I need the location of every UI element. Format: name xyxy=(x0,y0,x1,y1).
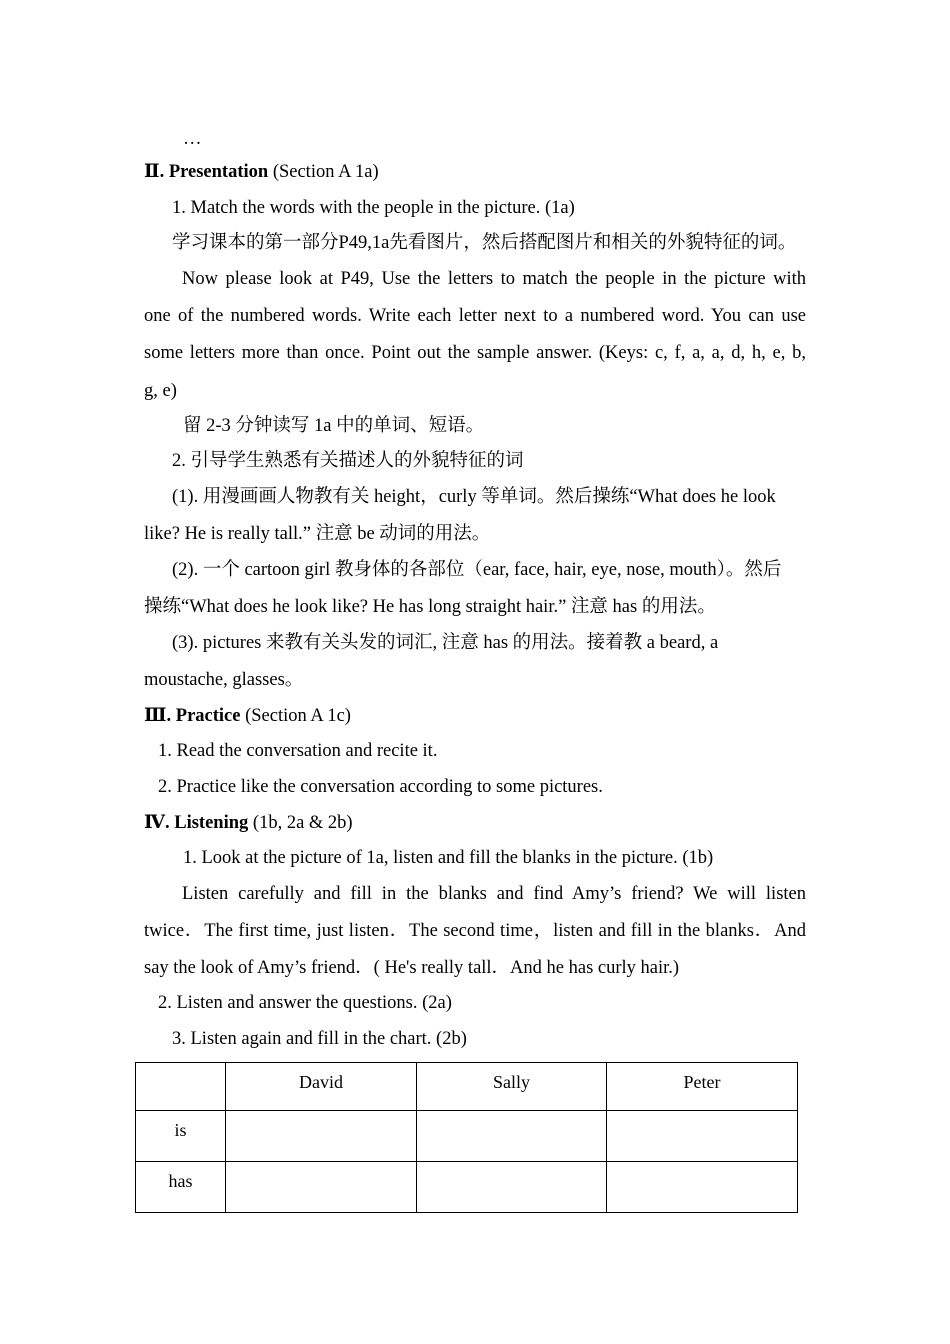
section-4-numeral: Ⅳ. xyxy=(144,813,170,833)
section-2-sub-3-line-1: (3). pictures 来教有关头发的词汇, 注意 has 的用法。接着教 a beard, a xyxy=(172,633,719,653)
section-2-numeral: Ⅱ. xyxy=(144,162,165,182)
listening-chart-table xyxy=(135,1062,798,1213)
section-3-item-2: 2. Practice like the conversation according to some pictures. xyxy=(158,777,603,797)
section-2-sub-2-line-2: 操练“What does he look like? He has long straight hair.” 注意 has 的用法。 xyxy=(144,597,716,617)
section-4-paragraph-line-3: say the look of Amy’s friend．( He's really tall．And he has curly hair.) xyxy=(144,958,680,978)
section-3-numeral: Ⅲ. xyxy=(144,706,172,726)
table-header-cell: Sally xyxy=(417,1063,607,1111)
table-cell[interactable] xyxy=(607,1111,798,1162)
section-3-note: (Section A 1c) xyxy=(245,706,351,726)
section-2-item-1: 1. Match the words with the people in the picture. (1a) xyxy=(172,198,575,218)
section-3-item-1: 1. Read the conversation and recite it. xyxy=(158,741,438,761)
section-2-sub-3-line-2: moustache, glasses。 xyxy=(144,670,304,690)
table-cell[interactable] xyxy=(417,1162,607,1213)
section-2-paragraph-line-3: some letters more than once. Point out the sample answer. (Keys: c, f, a, a, d, h, e, b, xyxy=(144,343,806,363)
section-2-heading xyxy=(144,161,379,183)
section-2-title: Presentation xyxy=(168,162,269,182)
section-4-item-2: 2. Listen and answer the questions. (2a) xyxy=(158,993,452,1013)
section-2-cn-instruction: 学习课本的第一部分P49,1a先看图片，然后搭配图片和相关的外貌特征的词。 xyxy=(172,233,797,253)
section-2-cn-reading: 留 2-3 分钟读写 1a 中的单词、短语。 xyxy=(183,416,485,436)
section-2-note: (Section A 1a) xyxy=(272,162,379,182)
table-cell[interactable] xyxy=(226,1162,417,1213)
section-4-item-1: 1. Look at the picture of 1a, listen and fill the blanks in the picture. (1b) xyxy=(183,848,714,868)
table-row-label: is xyxy=(136,1111,226,1162)
table-header-cell xyxy=(136,1063,226,1111)
section-3-title: Practice xyxy=(175,706,241,726)
table-row xyxy=(136,1111,798,1162)
section-4-heading xyxy=(144,812,353,834)
section-2-sub-1-line-2: like? He is really tall.” 注意 be 动词的用法。 xyxy=(144,524,491,544)
section-4-item-3: 3. Listen again and fill in the chart. (2b) xyxy=(172,1029,467,1049)
section-2-paragraph-line-4: g, e) xyxy=(144,381,177,401)
section-4-paragraph-line-1: Listen carefully and fill in the blanks and find Amy’s friend? We will listen xyxy=(182,884,806,904)
table-header-cell: David xyxy=(226,1063,417,1111)
section-2-paragraph-line-2: one of the numbered words. Write each letter next to a numbered word. You can use xyxy=(144,306,806,326)
section-2-sub-2-line-1: (2). 一个 cartoon girl 教身体的各部位（ear, face, hair, eye, nose, mouth）。然后 xyxy=(172,560,782,580)
section-2-item-2: 2. 引导学生熟悉有关描述人的外貌特征的词 xyxy=(172,451,524,471)
table-row-label: has xyxy=(136,1162,226,1213)
section-4-paragraph-line-2: twice．The first time, just listen．The second time，listen and fill in the blanks．And xyxy=(144,921,806,941)
table-cell[interactable] xyxy=(607,1162,798,1213)
table-header-cell: Peter xyxy=(607,1063,798,1111)
table-cell[interactable] xyxy=(226,1111,417,1162)
table-cell[interactable] xyxy=(417,1111,607,1162)
ellipsis: … xyxy=(183,129,202,149)
section-2-sub-1-line-1: (1). 用漫画画人物教有关 height，curly 等单词。然后操练“What does he look xyxy=(172,487,776,507)
section-4-note: (1b, 2a & 2b) xyxy=(252,813,353,833)
section-3-heading xyxy=(144,705,351,727)
table-row xyxy=(136,1162,798,1213)
section-4-title: Listening xyxy=(174,813,249,833)
table-header-row xyxy=(136,1063,798,1111)
section-2-paragraph-line-1: Now please look at P49, Use the letters to match the people in the picture with xyxy=(182,269,806,289)
